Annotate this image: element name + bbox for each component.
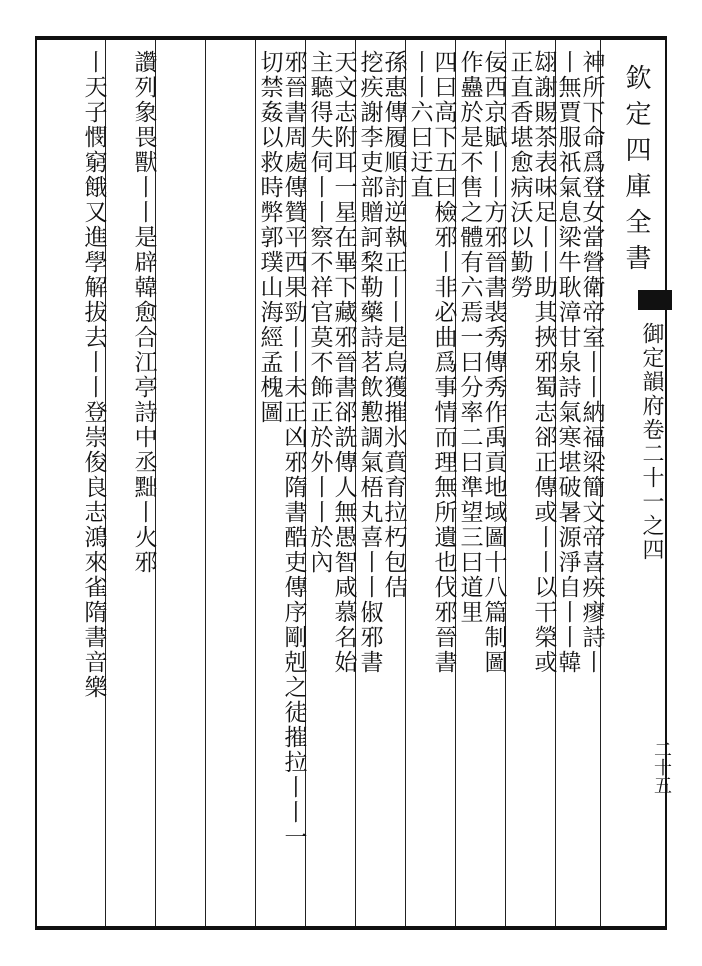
- text-column: 丨丨六曰迂直: [406, 50, 433, 200]
- text-column: 神所下命爲登女當營衛帝室丨丨納福梁簡文帝喜疾瘳詩丨: [578, 50, 605, 675]
- text-column: 作蠱於是不售之體有六焉一曰分率二曰準望三曰道里: [456, 50, 483, 625]
- text-column: 翃謝賜茶表味足丨丨助其挾邪蜀志郤正傳或丨丨以干榮或: [530, 50, 557, 675]
- text-column: 孫惠傳履順討逆執正丨丨是烏獲摧氷賁育拉朽包佶: [380, 50, 407, 600]
- page-number: 二十五: [651, 740, 672, 794]
- text-column: 讚列象畏獸丨丨是辟韓愈合江亭詩中丞黜丨火邪: [130, 50, 157, 575]
- text-column: 佞西京賦丨丨方邪晉書裴秀傳秀作禹貢地域圖十八篇制圖: [480, 50, 507, 675]
- text-column: 邪晉書周處傳贊平西果勁丨丨未正凶邪隋書酷吏傳序剛剋之徒摧拉丨丨一: [280, 50, 307, 850]
- text-column: 切禁姦以救時弊郭璞山海經孟槐圖: [256, 50, 283, 425]
- column-rule: [205, 40, 206, 926]
- section-title: 御定韻府卷二十一之四: [639, 322, 664, 562]
- text-column: 四曰高下五曰檢邪丨非必曲爲事情而理無所遺也伐邪晉書: [430, 50, 457, 675]
- text-column: 天文志附耳一星在畢下藏邪晉書郤詵傳人無愚智咸慕名始: [330, 50, 357, 675]
- fishtail-mark: [638, 290, 672, 310]
- book-title: 欽定四庫全書: [621, 64, 651, 280]
- text-column: 主聽得失伺丨丨察不祥官莫不飾正於外丨丨於內: [306, 50, 333, 575]
- text-column: 挖疾謝李吏部贈訶棃勒藥詩茗飲懃調氣梧丸喜丨丨俶邪書: [356, 50, 383, 675]
- text-column: 丨無賈服祇氣息梁牛耿漳甘泉詩氣寒堪破暑源淨自丨丨韓: [554, 50, 581, 675]
- text-column: 丨天子憫窮餓又進學解拔去丨丨登崇俊良志鴻來雀隋書音樂: [80, 50, 107, 700]
- text-column: 正直香堪愈病沃以勤勞: [506, 50, 533, 300]
